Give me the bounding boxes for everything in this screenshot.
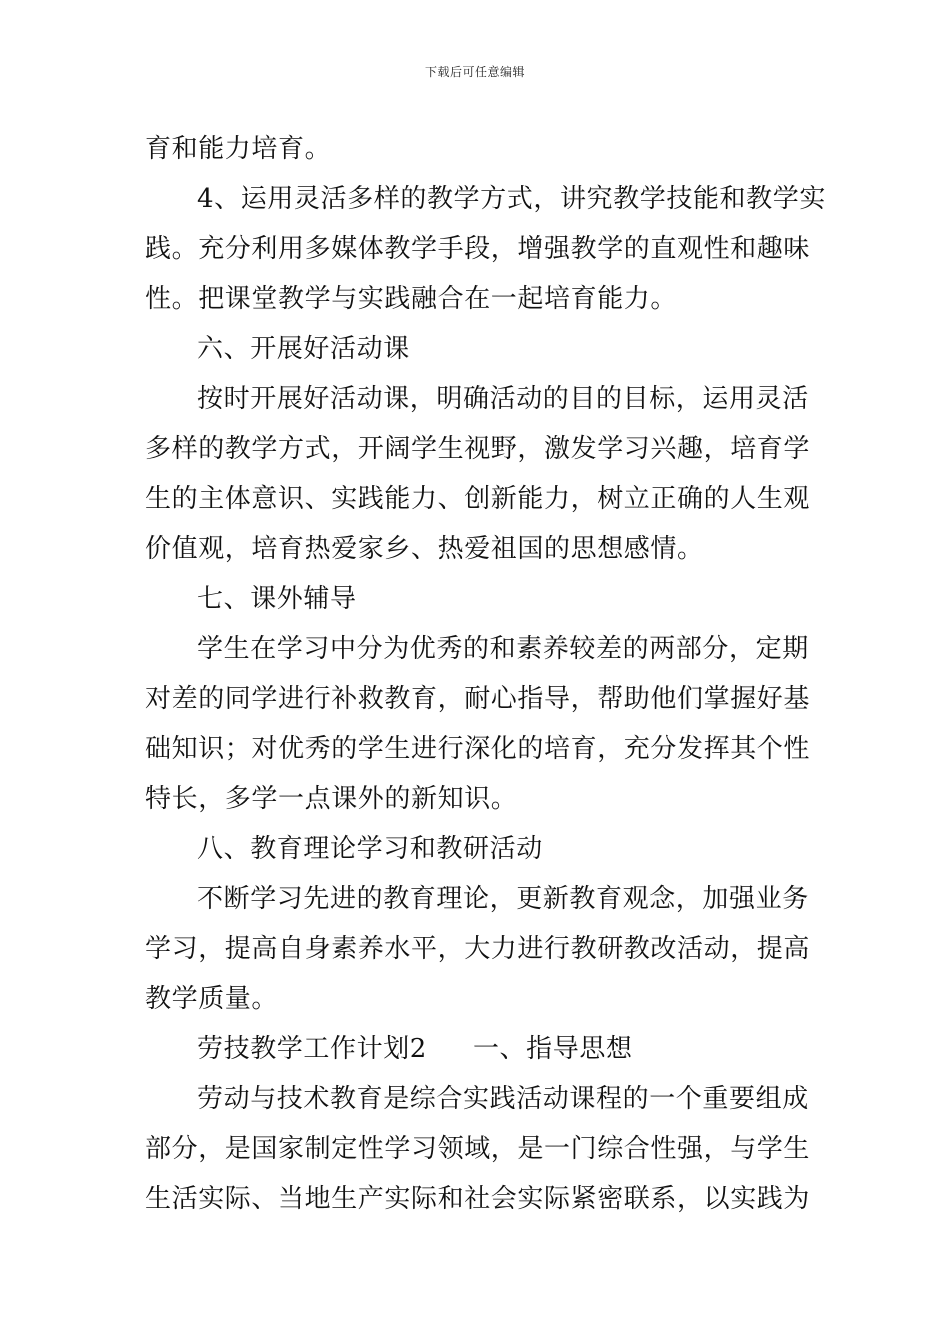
text-line: 特长，多学一点课外的新知识。 (145, 784, 518, 814)
document-body (145, 124, 826, 1224)
text-line: 部分，是国家制定性学习领域，是一门综合性强，与学生 (145, 1134, 811, 1164)
text-line: 4、运用灵活多样的教学方式，讲究教学技能和教学实 (197, 184, 826, 214)
text-line: 多样的教学方式，开阔学生视野，激发学习兴趣，培育学 (145, 434, 811, 464)
page-header: 下载后可任意编辑 (424, 65, 525, 79)
text-line: 生的主体意识、实践能力、创新能力，树立正确的人生观 (145, 484, 811, 514)
text-line: 教学质量。 (145, 984, 279, 1014)
text-line: 不断学习先进的教育理论，更新教育观念，加强业务 (197, 884, 809, 914)
text-line: 价值观，培育热爱家乡、热爱祖国的思想感情。 (145, 534, 704, 564)
text-line: 学生在学习中分为优秀的和素养较差的两部分，定期 (197, 634, 809, 664)
text-line: 生活实际、当地生产实际和社会实际紧密联系，以实践为 (145, 1184, 811, 1214)
text-line: 性。把课堂教学与实践融合在一起培育能力。 (145, 284, 678, 314)
plan-title: 劳技教学工作计划2 (197, 1034, 427, 1064)
text-line: 践。充分利用多媒体教学手段，增强教学的直观性和趣味 (145, 234, 811, 264)
text-line: 按时开展好活动课，明确活动的目的目标，运用灵活 (197, 384, 809, 414)
text-line: 对差的同学进行补救教育，耐心指导，帮助他们掌握好基 (145, 684, 811, 714)
section-heading: 八、教育理论学习和教研活动 (197, 834, 543, 864)
text-line: 育和能力培育。 (145, 134, 332, 164)
text-line: 础知识；对优秀的学生进行深化的培育，充分发挥其个性 (145, 734, 811, 764)
text-line: 劳动与技术教育是综合实践活动课程的一个重要组成 (197, 1084, 809, 1114)
section-heading: 六、开展好活动课 (197, 334, 410, 364)
text-line: 学习，提高自身素养水平，大力进行教研教改活动，提高 (145, 934, 811, 964)
plan-title-line (145, 1024, 815, 1074)
section-heading: 一、指导思想 (472, 1034, 633, 1064)
section-heading: 七、课外辅导 (197, 584, 357, 614)
